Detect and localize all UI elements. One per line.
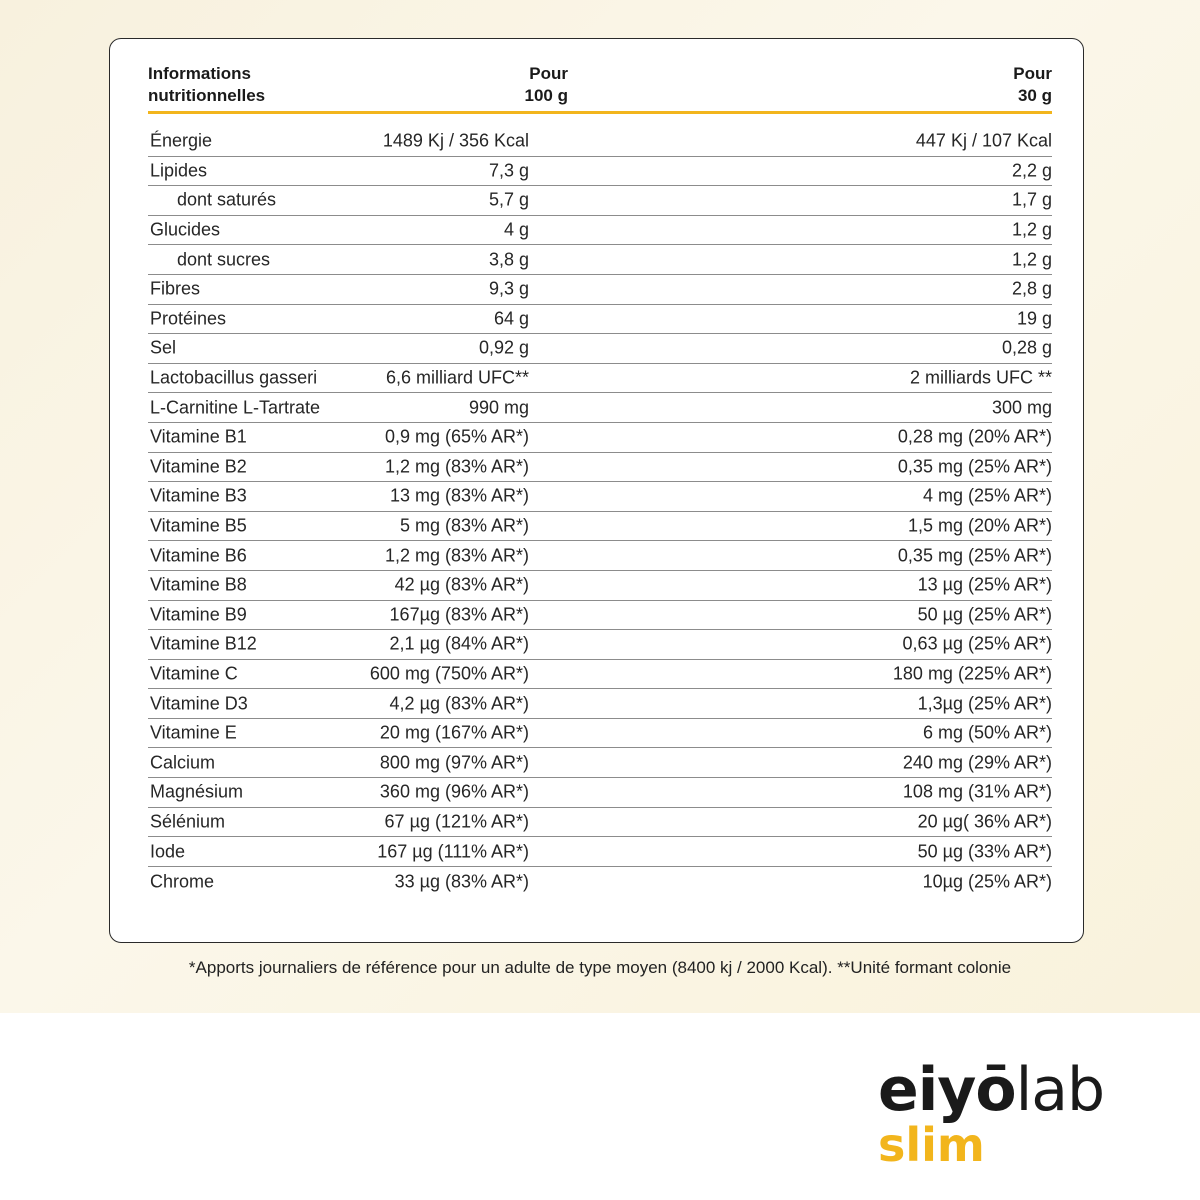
- table-row: [148, 157, 1052, 187]
- nutrient-name: Sel: [150, 337, 177, 358]
- value-per-30g: 2,8 g: [1011, 278, 1052, 299]
- value-per-100g: 1,2 mg (83% AR*): [384, 545, 529, 566]
- header-label: [148, 63, 448, 107]
- table-row: [148, 778, 1052, 808]
- value-per-100g: 5 mg (83% AR*): [399, 515, 529, 536]
- value-per-100g: 64 g: [493, 308, 529, 329]
- value-per-100g: 0,92 g: [478, 337, 529, 358]
- value-per-100g: 600 mg (750% AR*): [369, 663, 529, 684]
- table-row: [148, 867, 1052, 897]
- value-per-30g: 0,35 mg (25% AR*): [897, 545, 1052, 566]
- table-row: [148, 453, 1052, 483]
- value-per-100g: 42 µg (83% AR*): [394, 574, 529, 595]
- nutrient-name: Vitamine B3: [150, 485, 247, 506]
- header-per-100g: [448, 63, 568, 107]
- nutrient-name: Protéines: [150, 308, 227, 329]
- nutrient-name: Glucides: [150, 219, 221, 240]
- nutrient-name: Sélénium: [150, 811, 226, 832]
- value-per-100g: 1489 Kj / 356 Kcal: [382, 130, 529, 151]
- nutrient-name: Vitamine B9: [150, 604, 247, 625]
- value-per-100g: 13 mg (83% AR*): [389, 485, 529, 506]
- table-row: [148, 837, 1052, 867]
- table-row: [148, 423, 1052, 453]
- header-per-30g-line2: 30 g: [1017, 86, 1052, 105]
- table-row: [148, 512, 1052, 542]
- table-header: [148, 63, 1052, 117]
- table-row: [148, 660, 1052, 690]
- footnote: *Apports journaliers de référence pour un adulte de type moyen (8400 kj / 2000 Kcal). **Unité formant colonie: [188, 958, 1012, 977]
- nutrient-name: Lactobacillus gasseri: [150, 367, 318, 388]
- value-per-100g: 167µg (83% AR*): [389, 604, 529, 625]
- value-per-100g: 4,2 µg (83% AR*): [389, 693, 529, 714]
- header-per-30g: [932, 63, 1052, 107]
- nutrient-name: Vitamine B1: [150, 426, 247, 447]
- value-per-30g: 4 mg (25% AR*): [922, 485, 1052, 506]
- table-row: [148, 275, 1052, 305]
- value-per-100g: 9,3 g: [488, 278, 529, 299]
- nutrient-name: Énergie: [150, 130, 213, 151]
- value-per-30g: 0,63 µg (25% AR*): [902, 633, 1052, 654]
- value-per-30g: 2,2 g: [1011, 160, 1052, 181]
- table-row: [148, 393, 1052, 423]
- value-per-100g: 1,2 mg (83% AR*): [384, 456, 529, 477]
- table-row: [148, 630, 1052, 660]
- value-per-30g: 1,3µg (25% AR*): [917, 693, 1052, 714]
- value-per-100g: 5,7 g: [488, 189, 529, 210]
- value-per-30g: 0,28 mg (20% AR*): [897, 426, 1052, 447]
- value-per-100g: 800 mg (97% AR*): [379, 752, 529, 773]
- table-row: [148, 689, 1052, 719]
- table-row: [148, 334, 1052, 364]
- nutrient-name: Vitamine B5: [150, 515, 247, 536]
- nutrient-name: dont saturés: [177, 189, 277, 210]
- value-per-30g: 300 mg: [991, 397, 1052, 418]
- value-per-30g: 10µg (25% AR*): [922, 871, 1052, 892]
- value-per-30g: 2 milliards UFC **: [909, 367, 1052, 388]
- table-row: [148, 186, 1052, 216]
- value-per-30g: 1,5 mg (20% AR*): [907, 515, 1052, 536]
- nutrient-name: Vitamine E: [150, 722, 237, 743]
- value-per-30g: 1,2 g: [1011, 249, 1052, 270]
- table-row: [148, 808, 1052, 838]
- table-row: [148, 601, 1052, 631]
- nutrition-table-card: [109, 38, 1084, 943]
- logo-subline: slim: [878, 1118, 985, 1172]
- nutrient-name: Vitamine B2: [150, 456, 247, 477]
- value-per-30g: 20 µg( 36% AR*): [917, 811, 1052, 832]
- table-row: [148, 216, 1052, 246]
- table-row: [148, 719, 1052, 749]
- nutrient-name: Vitamine B8: [150, 574, 247, 595]
- table-row: [148, 541, 1052, 571]
- nutrient-name: Fibres: [150, 278, 201, 299]
- value-per-30g: 447 Kj / 107 Kcal: [915, 130, 1052, 151]
- header-per-30g-line1: Pour: [1013, 64, 1052, 83]
- value-per-100g: 0,9 mg (65% AR*): [384, 426, 529, 447]
- header-divider: [148, 111, 1052, 114]
- value-per-100g: 4 g: [503, 219, 529, 240]
- nutrient-name: Vitamine B12: [150, 633, 257, 654]
- header-label-line1: Informations: [148, 64, 251, 83]
- value-per-100g: 360 mg (96% AR*): [379, 781, 529, 802]
- header-label-line2: nutritionnelles: [148, 86, 266, 105]
- value-per-30g: 1,7 g: [1011, 189, 1052, 210]
- nutrient-name: Vitamine C: [150, 663, 238, 684]
- table-row: [148, 364, 1052, 394]
- value-per-30g: 6 mg (50% AR*): [922, 722, 1052, 743]
- value-per-100g: 33 µg (83% AR*): [394, 871, 529, 892]
- table-row: [148, 748, 1052, 778]
- value-per-100g: 990 mg: [468, 397, 529, 418]
- value-per-100g: 167 µg (111% AR*): [377, 841, 529, 862]
- value-per-30g: 50 µg (33% AR*): [917, 841, 1052, 862]
- nutrient-name: Calcium: [150, 752, 216, 773]
- nutrient-name: Chrome: [150, 871, 215, 892]
- nutrient-name: Vitamine D3: [150, 693, 248, 714]
- header-per-100g-line2: 100 g: [524, 86, 568, 105]
- value-per-30g: 0,35 mg (25% AR*): [897, 456, 1052, 477]
- value-per-100g: 3,8 g: [488, 249, 529, 270]
- nutrient-name: dont sucres: [177, 249, 271, 270]
- value-per-100g: 20 mg (167% AR*): [379, 722, 529, 743]
- value-per-30g: 13 µg (25% AR*): [917, 574, 1052, 595]
- logo-brand-light: lab: [1015, 1055, 1105, 1125]
- logo-brand-bold: eiyō: [878, 1055, 1016, 1125]
- nutrition-rows: [148, 127, 1052, 896]
- value-per-100g: 2,1 µg (84% AR*): [389, 633, 529, 654]
- value-per-30g: 19 g: [1016, 308, 1052, 329]
- table-row: [148, 571, 1052, 601]
- brand-logo: [878, 1055, 1138, 1175]
- logo-wordmark: [878, 1055, 1104, 1125]
- nutrient-name: Iode: [150, 841, 186, 862]
- value-per-30g: 108 mg (31% AR*): [902, 781, 1052, 802]
- table-row: [148, 127, 1052, 157]
- value-per-100g: 6,6 milliard UFC**: [385, 367, 529, 388]
- table-row: [148, 305, 1052, 335]
- value-per-30g: 0,28 g: [1001, 337, 1052, 358]
- nutrient-name: Magnésium: [150, 781, 244, 802]
- value-per-30g: 240 mg (29% AR*): [902, 752, 1052, 773]
- value-per-30g: 50 µg (25% AR*): [917, 604, 1052, 625]
- value-per-100g: 7,3 g: [488, 160, 529, 181]
- nutrient-name: Lipides: [150, 160, 208, 181]
- table-row: [148, 245, 1052, 275]
- header-per-100g-line1: Pour: [529, 64, 568, 83]
- table-row: [148, 482, 1052, 512]
- nutrient-name: Vitamine B6: [150, 545, 247, 566]
- value-per-100g: 67 µg (121% AR*): [384, 811, 529, 832]
- nutrient-name: L-Carnitine L-Tartrate: [150, 397, 321, 418]
- value-per-30g: 1,2 g: [1011, 219, 1052, 240]
- value-per-30g: 180 mg (225% AR*): [892, 663, 1052, 684]
